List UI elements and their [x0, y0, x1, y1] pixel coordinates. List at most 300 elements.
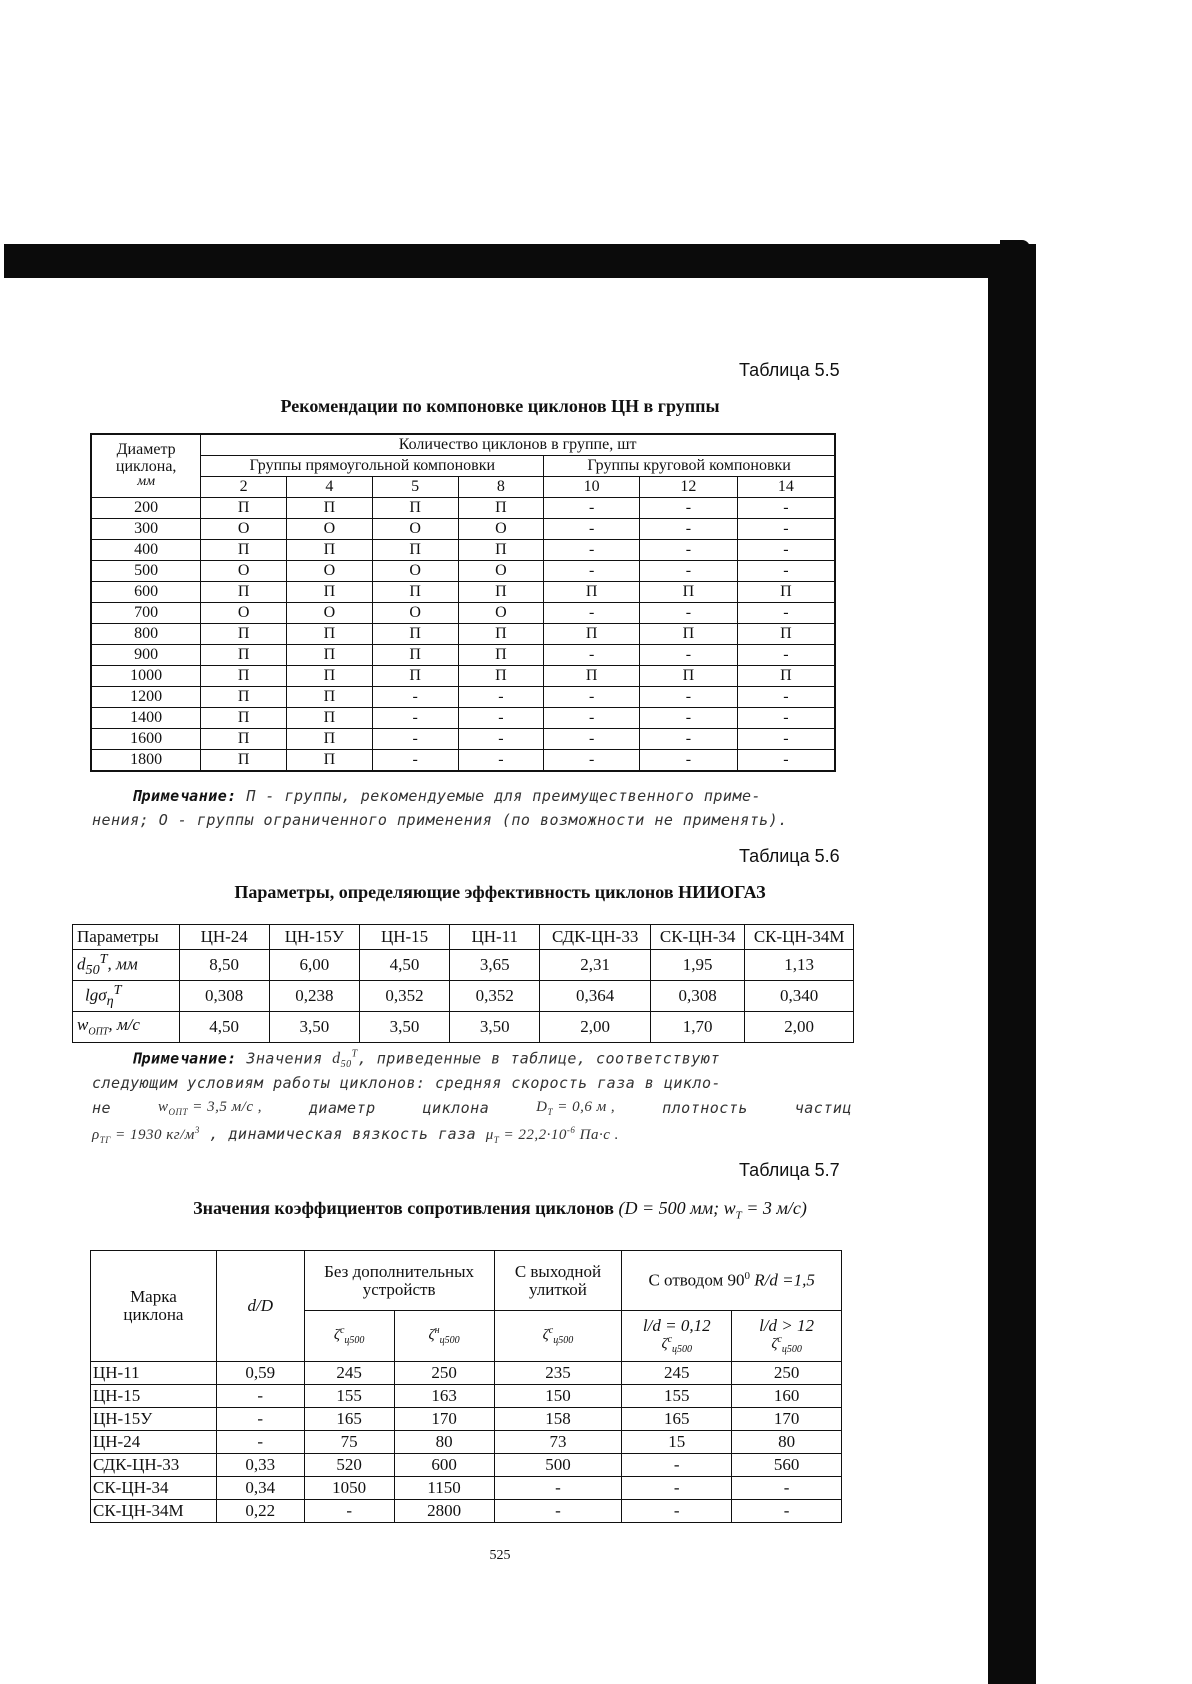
group-cell: П [372, 666, 458, 687]
zeta-sub-3: ц500 [553, 1335, 574, 1347]
note-w-letter: w [157, 1099, 169, 1115]
param-lgsigma-sup: T [113, 982, 122, 999]
resistance-cell: 75 [304, 1431, 394, 1454]
group-cell: П [640, 582, 738, 603]
group-cell: П [201, 729, 287, 750]
group-cell: П [201, 498, 287, 519]
param-w-symbol: w [77, 1015, 89, 1035]
zeta-sub-2: ц500 [439, 1335, 460, 1347]
zeta-sub-5: ц500 [781, 1343, 802, 1355]
note-cyclone-word: циклона [422, 1099, 490, 1117]
scan-border-right [988, 244, 1036, 1684]
resistance-cell: 15 [622, 1431, 732, 1454]
group-cell: - [640, 729, 738, 750]
group-cell: П [287, 729, 373, 750]
group-cell: - [737, 729, 835, 750]
diameter-cell: 1800 [91, 750, 201, 772]
cyclone-column-header: СК-ЦН-34 [651, 925, 745, 950]
table-row [91, 582, 835, 603]
table-5-7 [90, 1250, 842, 1523]
resistance-cell: - [732, 1477, 842, 1500]
param-d50-sup: T [99, 951, 108, 968]
group-cell: - [544, 645, 640, 666]
note-rho-sub: ТГ [99, 1135, 111, 1145]
group-cell: П [287, 645, 373, 666]
zeta-sup-c-3: с [548, 1325, 554, 1337]
group-cell: О [201, 603, 287, 624]
resistance-cell: 73 [494, 1431, 622, 1454]
table-5-7-caption: Таблица 5.7 [739, 1160, 840, 1180]
param-d50 [73, 950, 180, 981]
resistance-cell: 500 [494, 1454, 622, 1477]
group-cell: - [640, 687, 738, 708]
resistance-cell: 0,33 [216, 1454, 304, 1477]
resistance-cell: - [622, 1500, 732, 1523]
group-cell: - [640, 708, 738, 729]
resistance-cell: - [216, 1408, 304, 1431]
resistance-cell: 0,59 [216, 1362, 304, 1385]
header-bend-text: С отводом 90 [648, 1271, 745, 1291]
group-cell: П [458, 582, 544, 603]
group-cell: П [458, 624, 544, 645]
header-bend-rd: R/d =1,5 [750, 1271, 815, 1291]
param-d50-unit: , мм [107, 954, 138, 974]
table-row [91, 1454, 842, 1477]
resistance-cell: 158 [494, 1408, 622, 1431]
table-5-6-note-line2: следующим условиям работы циклонов: средняя скорость газа в цикло- [92, 1074, 722, 1092]
zeta-symbol-3: ζ [542, 1327, 549, 1344]
note-density-word: плотность [662, 1099, 748, 1117]
group-cell: П [640, 666, 738, 687]
param-value-cell: 0,308 [651, 981, 745, 1012]
group-cell: П [737, 666, 835, 687]
header-zeta-n [394, 1311, 494, 1362]
table-row [91, 561, 835, 582]
group-cell: П [201, 708, 287, 729]
table-row [91, 687, 835, 708]
group-cell: - [640, 603, 738, 624]
diameter-cell: 200 [91, 498, 201, 519]
group-cell: - [544, 687, 640, 708]
table-row [91, 708, 835, 729]
header-zeta-c-1 [304, 1311, 394, 1362]
param-value-cell: 4,50 [359, 950, 449, 981]
header-no-additional: Без дополнительных устройств [304, 1251, 494, 1311]
count-header-5: 12 [640, 477, 738, 498]
header-round-groups: Группы круговой компоновки [544, 456, 835, 477]
group-cell: П [544, 666, 640, 687]
table-5-6-note-line1 [132, 1049, 720, 1071]
group-cell: - [544, 519, 640, 540]
table-row [91, 1477, 842, 1500]
param-value-cell: 3,50 [450, 1012, 540, 1043]
group-cell: П [287, 687, 373, 708]
note-rho-sup: 3 [194, 1125, 200, 1135]
note-label: Примечание: [132, 787, 237, 805]
param-lgsigma [73, 981, 180, 1012]
table-5-6-title: Параметры, определяющие эффективность циклонов НИИОГАЗ [234, 882, 766, 902]
table-5-6-note-line4 [92, 1125, 619, 1145]
title-params-sub: Т [735, 1209, 742, 1222]
table-row [91, 666, 835, 687]
group-cell: - [737, 519, 835, 540]
resistance-cell: - [494, 1500, 622, 1523]
param-value-cell: 2,00 [540, 1012, 651, 1043]
header-ld-12-text: l/d > 12 [759, 1316, 815, 1336]
group-cell: П [287, 540, 373, 561]
table-row [91, 1500, 842, 1523]
group-cell: - [737, 561, 835, 582]
header-mark-line2: циклона [123, 1305, 184, 1324]
group-cell: П [458, 498, 544, 519]
zeta-symbol-1: ζ [333, 1327, 340, 1344]
table-5-7-title [0, 1198, 1000, 1222]
header-diameter [91, 434, 201, 498]
group-cell: - [458, 750, 544, 772]
group-cell: - [544, 729, 640, 750]
table-5-6 [72, 924, 854, 1043]
diameter-cell: 1600 [91, 729, 201, 750]
resistance-cell: 0,22 [216, 1500, 304, 1523]
table-row [91, 624, 835, 645]
resistance-cell: - [732, 1500, 842, 1523]
resistance-cell: 80 [394, 1431, 494, 1454]
group-cell: - [544, 540, 640, 561]
group-cell: П [287, 708, 373, 729]
table-row [91, 519, 835, 540]
group-cell: - [737, 603, 835, 624]
note-rho [92, 1127, 200, 1143]
param-value-cell: 0,238 [269, 981, 359, 1012]
group-cell: П [201, 624, 287, 645]
param-lgsigma-symbol: lgσ [85, 985, 107, 1005]
table-5-6-note-line3 [92, 1099, 852, 1117]
group-cell: П [201, 750, 287, 772]
resistance-cell: 155 [304, 1385, 394, 1408]
group-cell: О [287, 519, 373, 540]
header-diameter-unit: мм [137, 474, 156, 490]
table-5-7-title-params [618, 1198, 807, 1222]
count-header-0: 2 [201, 477, 287, 498]
group-cell: - [544, 708, 640, 729]
table-5-5 [90, 433, 836, 772]
resistance-cell: 520 [304, 1454, 394, 1477]
count-header-1: 4 [287, 477, 373, 498]
group-cell: П [372, 645, 458, 666]
group-cell: - [640, 645, 738, 666]
group-cell: О [201, 519, 287, 540]
param-d50-symbol: d [77, 954, 86, 974]
header-outlet-snail: С выходной улиткой [494, 1251, 622, 1311]
zeta-sup-n: н [434, 1325, 440, 1337]
table-5-5-title: Рекомендации по компоновке циклонов ЦН в группы [280, 396, 720, 416]
resistance-cell: 170 [394, 1408, 494, 1431]
note-D-number: = 0,6 м , [552, 1099, 616, 1115]
group-cell: - [737, 645, 835, 666]
param-w-sub: ОПТ [88, 1026, 109, 1038]
resistance-cell: - [304, 1500, 394, 1523]
diameter-cell: 1000 [91, 666, 201, 687]
group-cell: - [458, 729, 544, 750]
count-header-4: 10 [544, 477, 640, 498]
resistance-cell: - [216, 1431, 304, 1454]
header-count: Количество циклонов в группе, шт [201, 434, 835, 456]
note-mu-sup: -6 [566, 1125, 576, 1135]
note-viscosity-text: , динамическая вязкость газа [209, 1125, 477, 1143]
note-D-letter: D [536, 1099, 548, 1115]
group-cell: О [287, 561, 373, 582]
group-cell: П [544, 624, 640, 645]
header-mark [91, 1251, 217, 1362]
group-cell: - [640, 750, 738, 772]
note-D-value [536, 1099, 615, 1117]
group-cell: П [201, 582, 287, 603]
group-cell: - [737, 750, 835, 772]
cyclone-mark-cell: ЦН-15 [91, 1385, 217, 1408]
table-row [91, 1385, 842, 1408]
zeta-sup-c-5: с [777, 1333, 782, 1345]
resistance-cell: 0,34 [216, 1477, 304, 1500]
group-cell: О [287, 603, 373, 624]
group-cell: П [737, 624, 835, 645]
title-params-end: = 3 м/с) [741, 1198, 807, 1218]
table-row [91, 1431, 842, 1454]
group-cell: П [458, 540, 544, 561]
group-cell: - [737, 708, 835, 729]
note-rho-letter: ρ [92, 1127, 100, 1143]
scan-border-top [4, 244, 1020, 278]
resistance-cell: 560 [732, 1454, 842, 1477]
group-cell: О [372, 603, 458, 624]
group-cell: П [287, 582, 373, 603]
resistance-cell: 245 [304, 1362, 394, 1385]
group-cell: П [201, 687, 287, 708]
group-cell: - [372, 708, 458, 729]
table-row [91, 750, 835, 772]
table-row [91, 498, 835, 519]
table-row [91, 1408, 842, 1431]
diameter-cell: 300 [91, 519, 201, 540]
cyclone-mark-cell: СК-ЦН-34М [91, 1500, 217, 1523]
param-value-cell: 1,70 [651, 1012, 745, 1043]
count-header-2: 5 [372, 477, 458, 498]
resistance-cell: 245 [622, 1362, 732, 1385]
param-value-cell: 8,50 [179, 950, 269, 981]
resistance-cell: 165 [304, 1408, 394, 1431]
group-cell: О [458, 603, 544, 624]
table-5-7-title-main: Значения коэффициентов сопротивления циклонов [193, 1198, 614, 1218]
diameter-cell: 800 [91, 624, 201, 645]
param-lgsigma-sub: η [106, 993, 114, 1010]
group-cell: П [372, 498, 458, 519]
resistance-cell: 80 [732, 1431, 842, 1454]
header-ld-012-text: l/d = 0,12 [642, 1316, 711, 1336]
resistance-cell: - [216, 1385, 304, 1408]
group-cell: - [544, 750, 640, 772]
diameter-cell: 600 [91, 582, 201, 603]
group-cell: П [458, 666, 544, 687]
resistance-cell: 150 [494, 1385, 622, 1408]
title-params-start: (D = 500 мм; w [618, 1198, 736, 1218]
group-cell: О [372, 561, 458, 582]
param-d50-sub: 50 [85, 962, 100, 979]
note-mu [486, 1127, 619, 1143]
param-value-cell: 3,50 [269, 1012, 359, 1043]
cyclone-mark-cell: ЦН-11 [91, 1362, 217, 1385]
group-cell: - [640, 561, 738, 582]
group-cell: - [458, 708, 544, 729]
group-cell: П [287, 750, 373, 772]
resistance-cell: 1050 [304, 1477, 394, 1500]
group-cell: П [640, 624, 738, 645]
table-row [91, 729, 835, 750]
group-cell: П [287, 498, 373, 519]
cyclone-column-header: ЦН-15 [359, 925, 449, 950]
cyclone-column-header: ЦН-11 [450, 925, 540, 950]
param-value-cell: 1,13 [745, 950, 854, 981]
group-cell: П [287, 666, 373, 687]
resistance-cell: 165 [622, 1408, 732, 1431]
group-cell: - [372, 750, 458, 772]
group-cell: - [640, 519, 738, 540]
header-dD: d/D [216, 1251, 304, 1362]
header-diameter-line2: циклона, [115, 457, 177, 475]
resistance-cell: 250 [394, 1362, 494, 1385]
table-5-5-caption: Таблица 5.5 [739, 360, 840, 380]
cyclone-column-header: СК-ЦН-34М [745, 925, 854, 950]
cyclone-column-header: ЦН-15У [269, 925, 359, 950]
resistance-cell: 250 [732, 1362, 842, 1385]
group-cell: - [544, 498, 640, 519]
group-cell: П [201, 666, 287, 687]
param-value-cell: 0,352 [359, 981, 449, 1012]
header-ld-12 [732, 1311, 842, 1362]
group-cell: - [544, 603, 640, 624]
cyclone-mark-cell: ЦН-24 [91, 1431, 217, 1454]
note-line1-rest: , приведенные в таблице, соответствуют [357, 1049, 720, 1068]
param-value-cell: 2,00 [745, 1012, 854, 1043]
note-w-value: = 3,5 м/с , [187, 1099, 263, 1115]
diameter-cell: 700 [91, 603, 201, 624]
note-line3-ne: не [92, 1099, 112, 1117]
resistance-cell: - [622, 1477, 732, 1500]
resistance-cell: - [622, 1454, 732, 1477]
group-cell: - [737, 687, 835, 708]
note-label-2: Примечание: [132, 1049, 237, 1068]
header-mark-line1: Марка [130, 1287, 177, 1307]
note-rho-value: = 1930 кг/м [110, 1127, 195, 1143]
note-text-1: П - группы, рекомендуемые для преимущественного приме- [246, 787, 762, 805]
diameter-cell: 900 [91, 645, 201, 666]
group-cell: О [201, 561, 287, 582]
param-value-cell: 3,65 [450, 950, 540, 981]
table-row [91, 645, 835, 666]
group-cell: П [737, 582, 835, 603]
header-diameter-line1: Диаметр [116, 440, 176, 458]
zeta-sup-c-1: с [339, 1325, 345, 1337]
header-rect-groups: Группы прямоугольной компоновки [201, 456, 544, 477]
group-cell: П [201, 645, 287, 666]
zeta-sub-1: ц500 [344, 1335, 365, 1347]
group-cell: - [737, 540, 835, 561]
group-cell: - [640, 498, 738, 519]
group-cell: П [201, 540, 287, 561]
zeta-symbol-4: ζ [661, 1335, 668, 1352]
cyclone-column-header: ЦН-24 [179, 925, 269, 950]
count-header-3: 8 [458, 477, 544, 498]
diameter-cell: 400 [91, 540, 201, 561]
note-diameter-word: диаметр [308, 1099, 376, 1117]
table-row [91, 540, 835, 561]
note-mu-letter: μ [485, 1127, 494, 1143]
table-5-6-caption: Таблица 5.6 [739, 846, 840, 866]
resistance-cell: 600 [394, 1454, 494, 1477]
table-5-5-note-line1 [132, 787, 761, 805]
resistance-cell: 235 [494, 1362, 622, 1385]
param-value-cell: 0,340 [745, 981, 854, 1012]
group-cell: П [372, 582, 458, 603]
param-w-opt [73, 1012, 180, 1043]
resistance-cell: 155 [622, 1385, 732, 1408]
zeta-sub-4: ц500 [672, 1343, 693, 1355]
group-cell: П [372, 540, 458, 561]
header-ld-012 [622, 1311, 732, 1362]
resistance-cell: 160 [732, 1385, 842, 1408]
count-header-6: 14 [737, 477, 835, 498]
group-cell: О [458, 561, 544, 582]
param-value-cell: 0,308 [179, 981, 269, 1012]
table-row [91, 603, 835, 624]
diameter-cell: 500 [91, 561, 201, 582]
group-cell: П [287, 624, 373, 645]
zeta-sup-c-4: с [667, 1333, 673, 1345]
header-bend [622, 1251, 842, 1311]
group-cell: П [458, 645, 544, 666]
cyclone-mark-cell: СДК-ЦН-33 [91, 1454, 217, 1477]
note-mu-value: = 22,2·10 [499, 1127, 567, 1143]
resistance-cell: 163 [394, 1385, 494, 1408]
diameter-cell: 1200 [91, 687, 201, 708]
param-value-cell: 6,00 [269, 950, 359, 981]
group-cell: - [458, 687, 544, 708]
group-cell: - [372, 687, 458, 708]
header-zeta-c-snail [494, 1311, 622, 1362]
note-w-opt [158, 1099, 262, 1117]
zeta-symbol-2: ζ [428, 1327, 435, 1344]
param-value-cell: 4,50 [179, 1012, 269, 1043]
cyclone-mark-cell: ЦН-15У [91, 1408, 217, 1431]
note-D-sub: Т [547, 1107, 553, 1117]
page-number: 525 [489, 1548, 511, 1563]
resistance-cell: 1150 [394, 1477, 494, 1500]
diameter-cell: 1400 [91, 708, 201, 729]
zeta-symbol-5: ζ [771, 1335, 778, 1352]
note-d50-letter: d [332, 1050, 341, 1068]
note-d50-symbol: $d_{50}^T$ [332, 1049, 358, 1071]
table-5-5-note-line2: нения; О - группы ограниченного применения (по возможности не применять). [92, 811, 788, 829]
note-mu-sub: Т [493, 1135, 500, 1145]
param-value-cell: 1,95 [651, 950, 745, 981]
note-values-word: Значения [246, 1049, 323, 1068]
group-cell: О [372, 519, 458, 540]
header-parameters: Параметры [73, 925, 180, 950]
group-cell: - [372, 729, 458, 750]
cyclone-mark-cell: СК-ЦН-34 [91, 1477, 217, 1500]
group-cell: О [458, 519, 544, 540]
param-w-unit: , м/с [108, 1015, 140, 1035]
note-w-sub: ОПТ [168, 1107, 188, 1117]
header-bend-deg: 0 [744, 1270, 751, 1283]
